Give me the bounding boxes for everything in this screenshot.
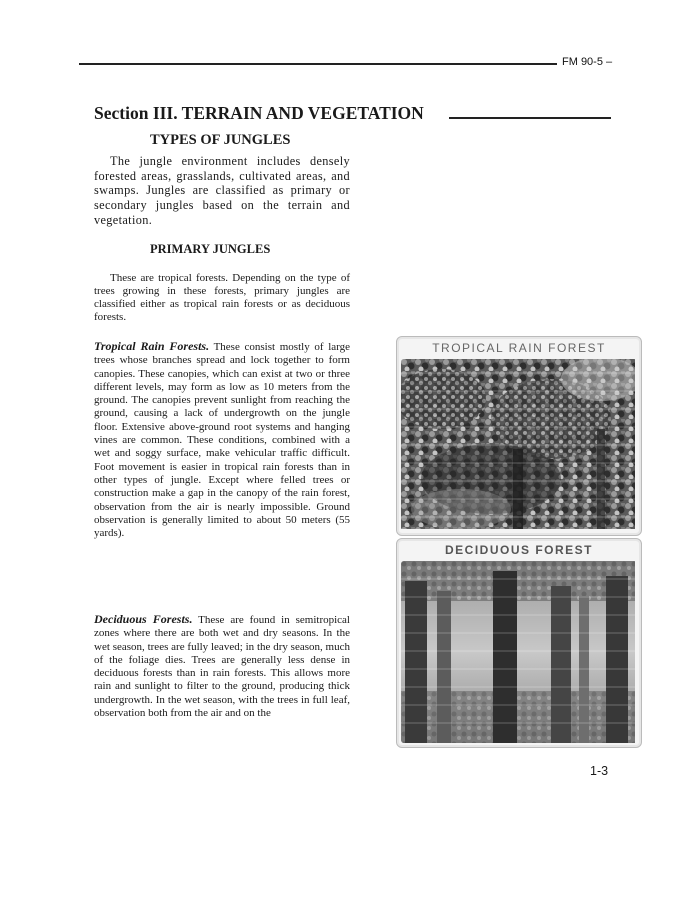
tropical-rain-forest-paragraph: [94, 340, 350, 540]
deciduous-forest-paragraph: [94, 613, 350, 720]
heading-primary-jungles: PRIMARY JUNGLES: [150, 242, 271, 256]
tropical-rain-forest-caption: TROPICAL RAIN FOREST: [432, 341, 606, 355]
tropical-rain-forest-lead: Tropical Rain Forests.: [94, 339, 210, 353]
tropical-rain-forest-photo: [401, 359, 637, 531]
intro-paragraph: The jungle environment includes densely forested areas, grasslands, cultivated areas, and swamps. Jungles are classified as primary or secondary jungles based on the terrain and vegetation.: [94, 154, 350, 227]
section-title: Section III. TERRAIN AND VEGETATION: [94, 103, 424, 123]
primary-jungles-paragraph: These are tropical forests. Depending on the type of trees growing in these forests, primary jungles are classified either as tropical rain forests or as deciduous forests.: [94, 272, 350, 323]
page-number: 1-3: [590, 764, 609, 778]
manual-code: FM 90-5 –: [562, 56, 613, 68]
tropical-rain-forest-text: These consist mostly of large trees whose branches spread and lock together to form canopies. These canopies, which can exist at two or three different levels, may form as low as 10 meters from the ground. The canopies prevent sunlight from reaching the ground, causing a lack of undergrowth on the jungle floor. Extensive above-ground root systems and hanging vines are common. These conditions, combined with a wet and soggy surface, make vehicular traffic difficult. Foot movement is easier in tropical rain forests than in other types of jungle. Except where felled trees or construction make a gap in the canopy of the rain forest, observation from the air is nearly impossible. Ground observation is generally limited to about 50 meters (55 yards).: [94, 341, 351, 540]
tropical-rain-forest-figure: [396, 336, 642, 536]
deciduous-forest-photo: [401, 561, 637, 743]
deciduous-forest-lead: Deciduous Forests.: [94, 612, 193, 626]
deciduous-forest-figure: [396, 538, 642, 748]
deciduous-forest-caption: DECIDUOUS FOREST: [444, 543, 593, 557]
heading-types-of-jungles: TYPES OF JUNGLES: [150, 132, 291, 148]
header-rule: [79, 63, 557, 65]
deciduous-forest-text: These are found in semitropical zones where there are both wet and dry seasons. In the wet season, trees are fully leaved; in the dry season, much of the foliage dies. Trees are generally less dense in deciduous forests than in rain forests. This allows more rain and sunlight to filter to the ground, producing thick undergrowth. In the wet season, with the trees in full leaf, observation both from the air and on the: [94, 614, 350, 720]
section-title-rule: [449, 117, 611, 119]
